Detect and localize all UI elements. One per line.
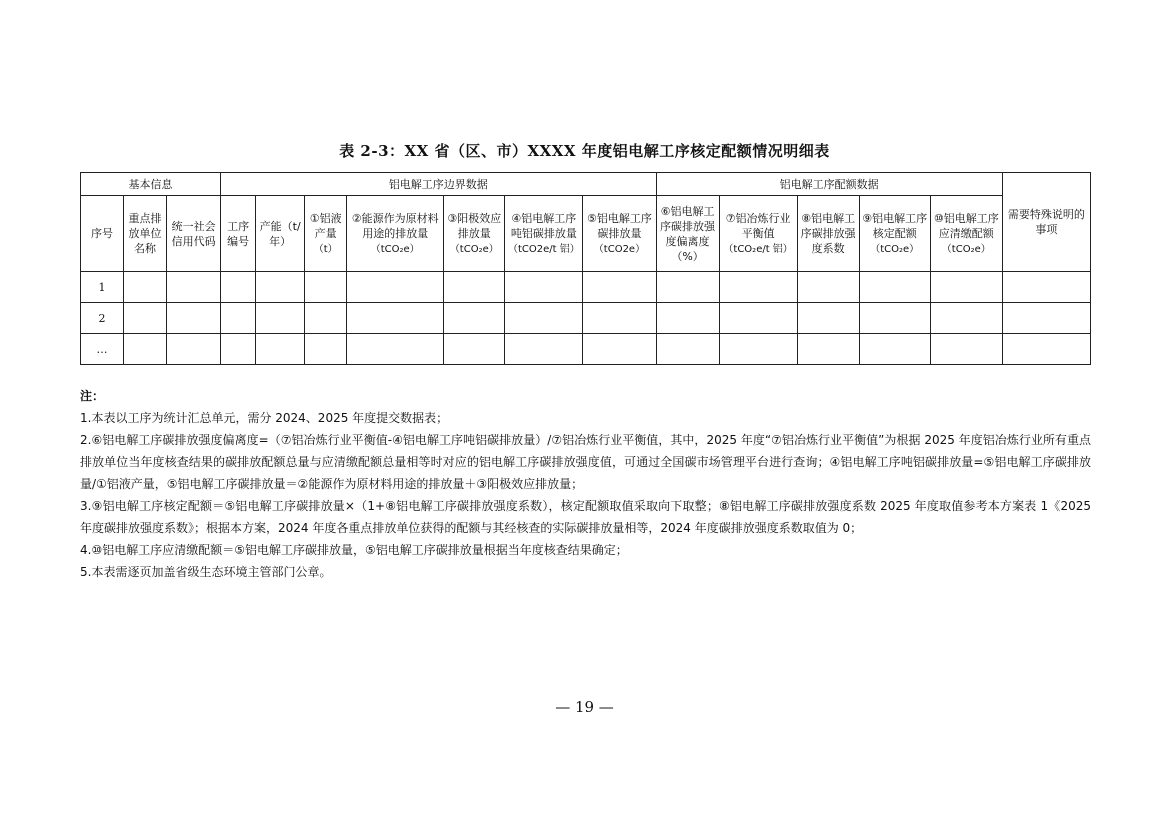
table-cell (505, 334, 583, 365)
table-cell (124, 272, 167, 303)
col-approved-quota (859, 196, 930, 272)
col-process-emission-unit: （tCO2e） (593, 243, 646, 255)
col-feedstock-emission-label: ②能源作为原材料用途的排放量 (351, 211, 439, 240)
table-cell (256, 303, 305, 334)
col-anode-effect-label: ③阳极效应排放量 (447, 211, 502, 240)
col-per-ton-emission-label: ④铝电解工序吨铝碳排放量 (510, 211, 577, 240)
table-cell (444, 334, 505, 365)
table-cell (719, 303, 797, 334)
col-unit-name: 重点排放单位名称 (124, 196, 167, 272)
quota-detail-table (80, 172, 1091, 365)
table-cell (167, 303, 221, 334)
table-cell (1002, 334, 1090, 365)
col-surrender-quota (930, 196, 1002, 272)
table-cell (859, 272, 930, 303)
table-cell (797, 334, 859, 365)
table-cell (930, 334, 1002, 365)
col-intensity-deviation: ⑥铝电解工序碳排放强度偏离度（%） (656, 196, 719, 272)
row-seq: … (81, 334, 124, 365)
table-cell (583, 303, 656, 334)
table-cell (221, 334, 256, 365)
table-cell (859, 303, 930, 334)
col-special-notes: 需要特殊说明的事项 (1002, 173, 1090, 272)
table-cell (859, 334, 930, 365)
col-intensity-coefficient: ⑧铝电解工序碳排放强度系数 (797, 196, 859, 272)
note-item: 4.⑩铝电解工序应清缴配额＝⑤铝电解工序碳排放量，⑤铝电解工序碳排放量根据当年度核查结果确定； (80, 543, 628, 557)
col-per-ton-emission-unit: （tCO2e/t 铝） (507, 243, 580, 255)
col-industry-balance (719, 196, 797, 272)
table-cell (719, 334, 797, 365)
table-cell (583, 272, 656, 303)
col-industry-balance-unit: （tCO₂e/t 铝） (723, 243, 793, 255)
group-boundary-data: 铝电解工序边界数据 (221, 173, 656, 196)
col-process-emission (583, 196, 656, 272)
col-capacity: 产能（t/年） (256, 196, 305, 272)
col-approved-quota-unit: （tCO₂e） (870, 243, 920, 255)
table-cell (656, 303, 719, 334)
row-seq: 2 (81, 303, 124, 334)
note-item: 5.本表需逐页加盖省级生态环境主管部门公章。 (80, 565, 332, 579)
table-row (81, 303, 1091, 334)
table-cell (167, 334, 221, 365)
note-item: 3.⑨铝电解工序核定配额＝⑤铝电解工序碳排放量×（1+⑧铝电解工序碳排放强度系数），核定配额取值采取向下取整；⑧铝电解工序碳排放强度系数 2025 年度取值参考本方案表 1《2025 年度碳排放强度系数》；根据本方案，2024 年度各重点排放单位获得的配额与其经核查的实际碳排放量相等，2024 年度碳排放强度系数取值为 0； (80, 499, 1091, 535)
col-surrender-quota-unit: （tCO₂e） (941, 243, 991, 255)
table-cell (444, 303, 505, 334)
group-basic-info: 基本信息 (81, 173, 221, 196)
row-seq: 1 (81, 272, 124, 303)
table-cell (256, 334, 305, 365)
col-aluminum-output-unit: （t） (313, 243, 338, 255)
table-cell (1002, 303, 1090, 334)
table-cell (124, 303, 167, 334)
table-cell (347, 272, 444, 303)
notes-label: 注： (80, 389, 105, 403)
table-cell (656, 334, 719, 365)
table-cell (167, 272, 221, 303)
table-cell (583, 334, 656, 365)
col-anode-effect-unit: （tCO₂e） (449, 243, 499, 255)
col-surrender-quota-label: ⑩铝电解工序应清缴配额 (933, 211, 999, 240)
col-process-emission-label: ⑤铝电解工序碳排放量 (587, 211, 652, 240)
table-cell (930, 303, 1002, 334)
col-seq: 序号 (81, 196, 124, 272)
group-header-row (81, 173, 1091, 196)
note-item: 2.⑥铝电解工序碳排放强度偏离度=（⑦铝冶炼行业平衡值-④铝电解工序吨铝碳排放量）/⑦铝冶炼行业平衡值，其中，2025 年度“⑦铝冶炼行业平衡值”为根据 2025 年度铝冶炼行业所有重点排放单位当年度核查结果的碳排放配额总量与应清缴配额总量相等时对应的铝电解工序碳排放强度值，可通过全国碳市场管理平台进行查询；④铝电解工序吨铝碳排放量=⑤铝电解工序碳排放量/①铝液产量，⑤铝电解工序碳排放量＝②能源作为原材料用途的排放量＋③阳极效应排放量； (80, 433, 1091, 491)
notes-section (80, 385, 1091, 583)
table-cell (256, 272, 305, 303)
group-quota-data: 铝电解工序配额数据 (656, 173, 1002, 196)
table-cell (719, 272, 797, 303)
table-cell (221, 303, 256, 334)
table-cell (930, 272, 1002, 303)
table-cell (124, 334, 167, 365)
col-aluminum-output-label: ①铝液产量 (309, 211, 342, 240)
table-row (81, 334, 1091, 365)
table-cell (797, 272, 859, 303)
table-cell (347, 334, 444, 365)
table-cell (305, 303, 347, 334)
table-title: 表 2-3：XX 省（区、市）XXXX 年度铝电解工序核定配额情况明细表 (339, 142, 830, 160)
col-feedstock-emission (347, 196, 444, 272)
table-cell (305, 334, 347, 365)
table-cell (505, 303, 583, 334)
page-number: — 19 — (555, 698, 614, 716)
col-feedstock-emission-unit: （tCO₂e） (370, 243, 420, 255)
table-cell (444, 272, 505, 303)
col-credit-code: 统一社会信用代码 (167, 196, 221, 272)
col-per-ton-emission (505, 196, 583, 272)
table-cell (797, 303, 859, 334)
col-approved-quota-label: ⑨铝电解工序核定配额 (862, 211, 928, 240)
note-item: 1.本表以工序为统计汇总单元，需分 2024、2025 年度提交数据表； (80, 411, 449, 425)
col-aluminum-output (305, 196, 347, 272)
table-row (81, 272, 1091, 303)
table-cell (221, 272, 256, 303)
table-cell (656, 272, 719, 303)
column-header-row (81, 196, 1091, 272)
col-industry-balance-label: ⑦铝冶炼行业平衡值 (725, 211, 791, 240)
col-process-no: 工序编号 (221, 196, 256, 272)
table-cell (305, 272, 347, 303)
col-anode-effect (444, 196, 505, 272)
table-cell (505, 272, 583, 303)
table-cell (1002, 272, 1090, 303)
table-cell (347, 303, 444, 334)
